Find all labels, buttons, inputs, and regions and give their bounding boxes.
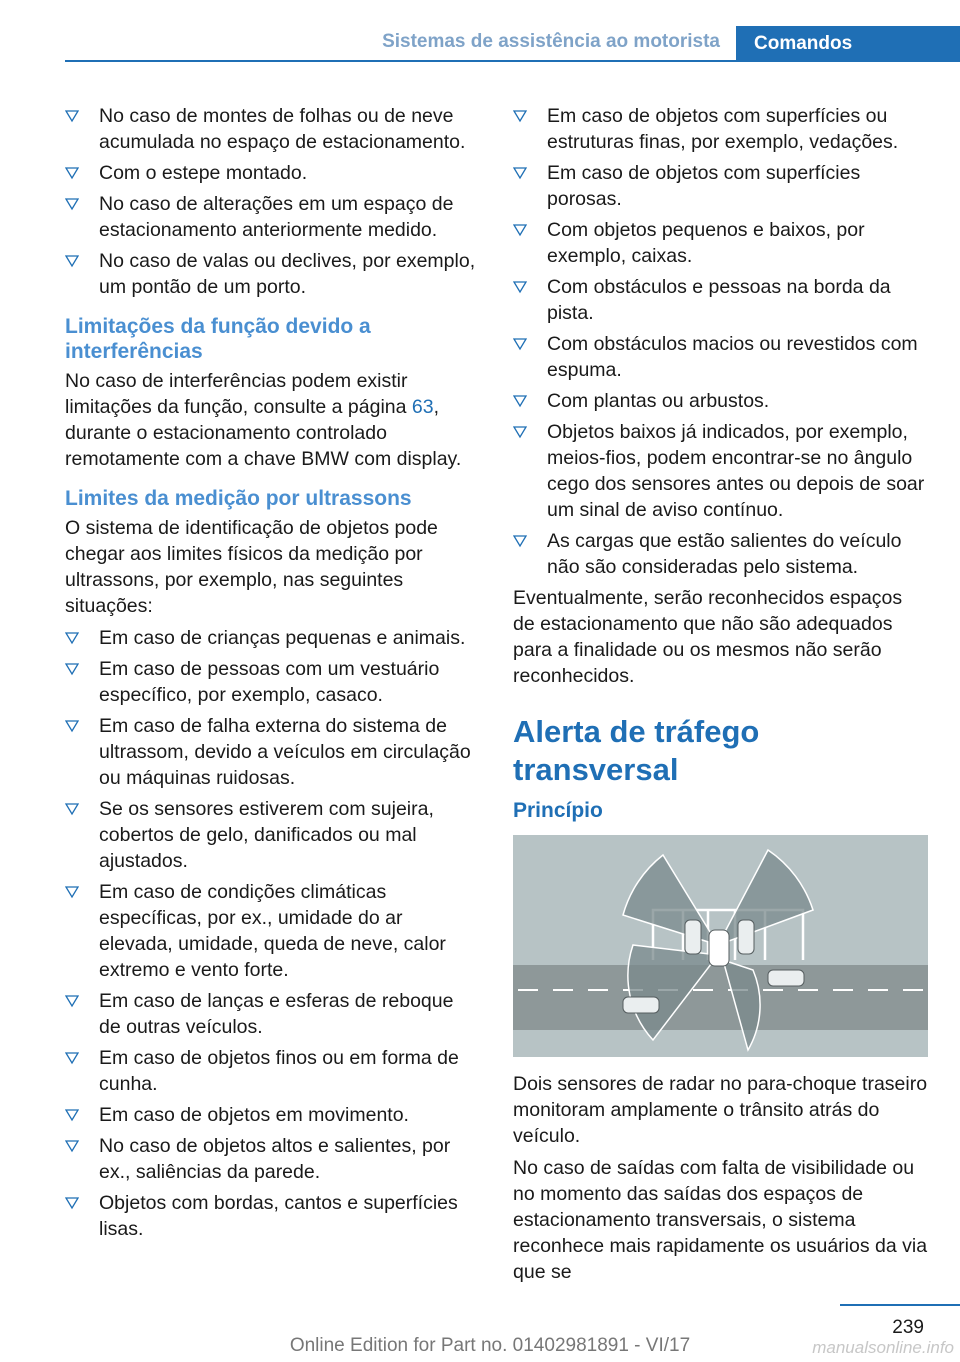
list-item	[65, 248, 476, 300]
page-number: 239	[892, 1317, 924, 1338]
list-item-text: Com o estepe montado.	[99, 162, 308, 184]
triangle-bullet-icon	[513, 223, 527, 237]
list-item	[65, 879, 476, 983]
list-item	[65, 160, 476, 186]
triangle-bullet-icon	[513, 425, 527, 439]
triangle-bullet-icon	[513, 534, 527, 548]
list-item-text: Com obstáculos macios ou revestidos com espuma.	[547, 333, 918, 381]
triangle-bullet-icon	[65, 1139, 79, 1153]
page-number-rule	[840, 1304, 960, 1306]
list-item	[513, 103, 928, 155]
triangle-bullet-icon	[65, 166, 79, 180]
paragraph-text: , durante o estacionamento controlado remotamente com a chave BMW com display.	[65, 396, 462, 470]
list-item-text: Em caso de condições climáticas específicas, por ex., umidade do ar elevada, umidade, queda de neve, calor extremo e vento forte.	[99, 881, 446, 981]
list-item	[65, 103, 476, 155]
list-item-text: Em caso de objetos com superfícies ou estruturas finas, por exemplo, vedações.	[547, 105, 899, 153]
list-item-text: No caso de objetos altos e salientes, por ex., saliências da parede.	[99, 1135, 451, 1183]
list-item	[65, 796, 476, 874]
list-item-text: As cargas que estão salientes do veículo não são consideradas pelo sistema.	[547, 530, 902, 578]
list-item-text: Em caso de lanças e esferas de reboque de outras veículos.	[99, 990, 454, 1038]
paragraph-exits: No caso de saídas com falta de visibilidade ou no momento das saídas dos espaços de estacionamento transversais, o sistema reconhece mais rapidamente os usuários da via que se	[513, 1157, 928, 1283]
triangle-bullet-icon	[65, 631, 79, 645]
list-item-text: Objetos baixos já indicados, por exemplo, meios-fios, podem encontrar-se no ângulo cego dos sensores antes ou depois de soar um sinal de aviso contínuo.	[547, 421, 925, 521]
paragraph-ultrasound: O sistema de identificação de objetos pode chegar aos limites físicos da medição por ultrassons, por exemplo, nas seguintes situações:	[65, 517, 438, 617]
paragraph-text: No caso de interferências podem existir limitações da função, consulte a página	[65, 370, 412, 418]
triangle-bullet-icon	[65, 1051, 79, 1065]
list-item	[65, 1102, 476, 1128]
header-chapter-tab[interactable]: Comandos	[736, 26, 960, 62]
list-item	[513, 217, 928, 269]
paragraph-interference	[65, 368, 476, 472]
watermark: manualsonline.info	[812, 1338, 954, 1357]
list-item	[65, 191, 476, 243]
triangle-bullet-icon	[65, 885, 79, 899]
edition-footer: Online Edition for Part no. 01402981891 - VI/17	[289, 1335, 691, 1356]
page-link[interactable]: 63	[411, 396, 434, 418]
triangle-bullet-icon	[65, 719, 79, 733]
paragraph-radar: Dois sensores de radar no para-choque traseiro monitoram amplamente o trânsito atrás do veículo.	[513, 1073, 928, 1147]
list-item	[513, 419, 928, 523]
cross-traffic-illustration	[513, 835, 928, 1057]
triangle-bullet-icon	[65, 662, 79, 676]
left-column	[65, 103, 476, 1247]
heading-interference: Limitações da função devido a interferências	[65, 315, 371, 363]
list-item-text: Em caso de crianças pequenas e animais.	[99, 627, 466, 649]
list-item	[513, 160, 928, 212]
list-item	[65, 1133, 476, 1185]
heading-cross-traffic-alert: Alerta de tráfego transversal	[513, 714, 760, 787]
page-header	[65, 26, 960, 62]
list-item-text: Em caso de falha externa do sistema de ultrassom, devido a veículos em circulação ou máquinas ruidosas.	[99, 715, 471, 789]
paragraph-eventual: Eventualmente, serão reconhecidos espaços de estacionamento que não são adequados para a finalidade ou os mesmos não serão reconhecidos.	[513, 587, 903, 687]
triangle-bullet-icon	[65, 109, 79, 123]
bullet-list-right	[513, 103, 928, 580]
list-item-text: Em caso de pessoas com um vestuário específico, por exemplo, casaco.	[99, 658, 440, 706]
list-item-text: No caso de valas ou declives, por exemplo, um pontão de um porto.	[99, 250, 476, 298]
list-item-text: Em caso de objetos finos ou em forma de cunha.	[99, 1047, 459, 1095]
triangle-bullet-icon	[65, 1108, 79, 1122]
triangle-bullet-icon	[65, 802, 79, 816]
list-item	[65, 713, 476, 791]
triangle-bullet-icon	[65, 197, 79, 211]
list-item-text: Com obstáculos e pessoas na borda da pista.	[547, 276, 891, 324]
list-item-text: Em caso de objetos em movimento.	[99, 1104, 409, 1126]
heading-ultrasound: Limites da medição por ultrassons	[65, 487, 412, 510]
list-item	[513, 331, 928, 383]
triangle-bullet-icon	[65, 994, 79, 1008]
triangle-bullet-icon	[513, 166, 527, 180]
bullet-list-top	[65, 103, 476, 300]
list-item-text: Com plantas ou arbustos.	[547, 390, 770, 412]
triangle-bullet-icon	[513, 394, 527, 408]
right-column	[513, 103, 928, 1291]
list-item	[65, 1045, 476, 1097]
triangle-bullet-icon	[65, 1196, 79, 1210]
list-item	[65, 656, 476, 708]
list-item	[513, 528, 928, 580]
triangle-bullet-icon	[513, 109, 527, 123]
header-rule	[65, 60, 960, 62]
list-item	[65, 625, 476, 651]
bullet-list-bottom	[65, 625, 476, 1242]
list-item-text: Em caso de objetos com superfícies porosas.	[547, 162, 861, 210]
list-item	[513, 388, 928, 414]
list-item-text: No caso de montes de folhas ou de neve acumulada no espaço de estacionamento.	[99, 105, 466, 153]
list-item	[65, 1190, 476, 1242]
heading-principle: Princípio	[513, 799, 603, 822]
triangle-bullet-icon	[513, 280, 527, 294]
list-item	[513, 274, 928, 326]
list-item	[65, 988, 476, 1040]
header-section-title: Sistemas de assistência ao motorista	[382, 31, 720, 52]
triangle-bullet-icon	[65, 254, 79, 268]
list-item-text: No caso de alterações em um espaço de estacionamento anteriormente medido.	[99, 193, 454, 241]
list-item-text: Se os sensores estiverem com sujeira, cobertos de gelo, danificados ou mal ajustados.	[99, 798, 434, 872]
list-item-text: Com objetos pequenos e baixos, por exemplo, caixas.	[547, 219, 865, 267]
list-item-text: Objetos com bordas, cantos e superfícies lisas.	[99, 1192, 458, 1240]
triangle-bullet-icon	[513, 337, 527, 351]
